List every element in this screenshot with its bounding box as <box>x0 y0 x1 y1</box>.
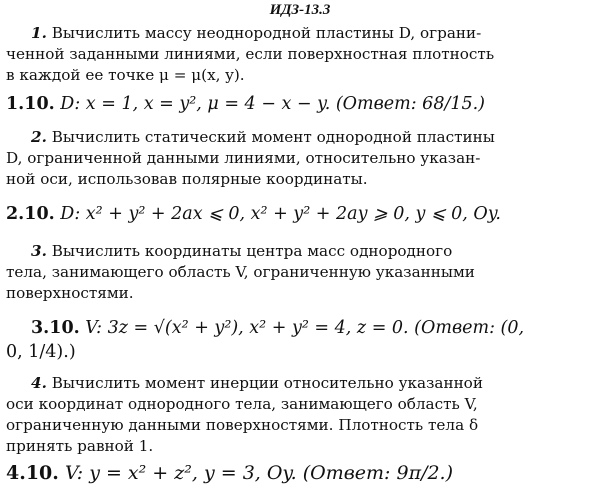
task-2-10: 2.10. D: x² + y² + 2ax ⩽ 0, x² + y² + 2ay ⩾ 0, y ⩽ 0, Oy. <box>6 204 501 224</box>
task-4-10: 4.10. V: y = x² + z², y = 3, Oy. (Ответ: 9π/2.) <box>6 462 454 484</box>
task-3-10-line-2: 0, 1/4).) <box>6 342 76 362</box>
problem-4-line-3: ограниченную данными поверхностями. Плотность тела δ <box>6 416 479 434</box>
problem-3-line-3: поверхностями. <box>6 284 134 302</box>
problem-2-line-2: D, ограниченной данными линиями, относительно указан- <box>6 149 481 167</box>
task-1-10: 1.10. D: x = 1, x = y², μ = 4 − x − y. (Ответ: 68/15.) <box>6 94 486 114</box>
problem-4-line-1: 4. Вычислить момент инерции относительно указанной <box>31 374 483 392</box>
problem-1-line-3: в каждой ее точке μ = μ(x, y). <box>6 66 245 84</box>
problem-4-line-2: оси координат однородного тела, занимающего область V, <box>6 395 478 413</box>
page-title: ИДЗ-13.3 <box>269 2 331 18</box>
problem-1-line-1: 1. Вычислить массу неоднородной пластины D, ограни- <box>31 24 482 42</box>
problem-3-line-2: тела, занимающего область V, ограниченную указанными <box>6 263 475 281</box>
problem-2-line-1: 2. Вычислить статический момент однородной пластины <box>31 128 495 146</box>
problem-3-line-1: 3. Вычислить координаты центра масс однородного <box>31 242 453 260</box>
problem-2-line-3: ной оси, использовав полярные координаты. <box>6 170 368 188</box>
task-3-10-line-1: 3.10. V: 3z = √(x² + y²), x² + y² = 4, z = 0. (Ответ: (0, <box>31 318 525 338</box>
problem-4-line-4: принять равной 1. <box>6 437 154 455</box>
problem-1-line-2: ченной заданными линиями, если поверхностная плотность <box>6 45 495 63</box>
